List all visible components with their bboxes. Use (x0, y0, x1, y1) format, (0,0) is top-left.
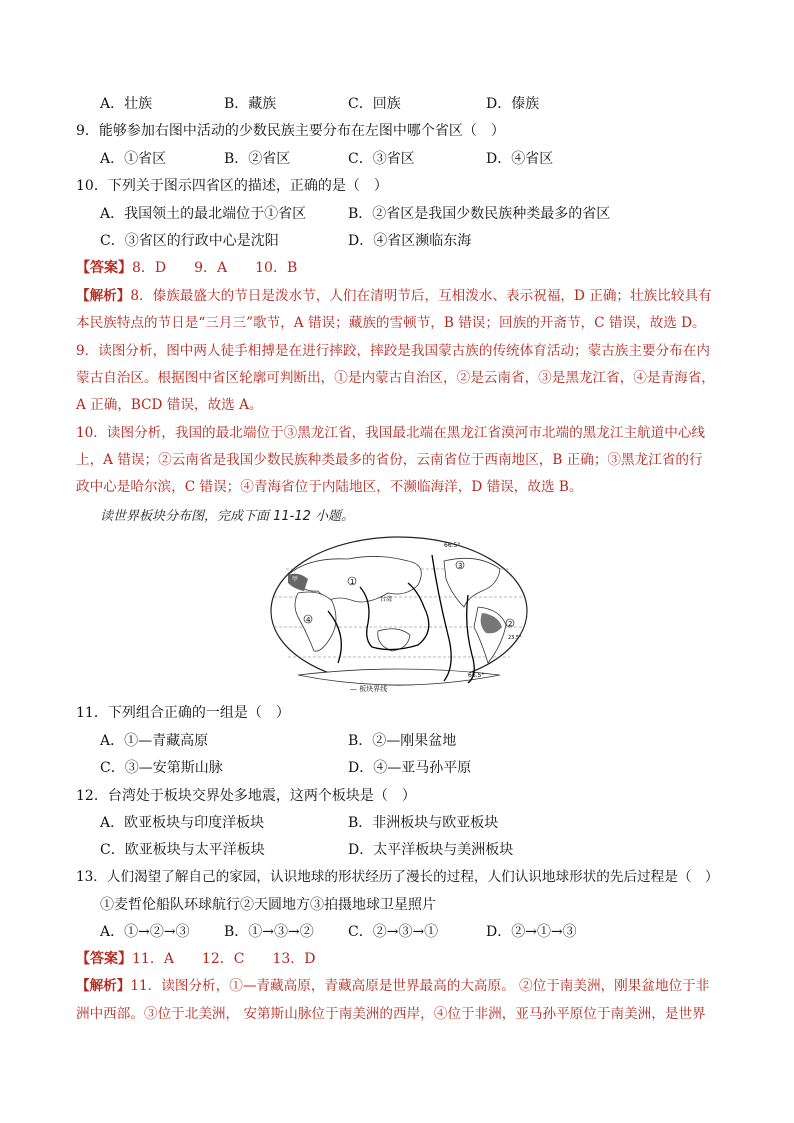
answer-values: 8．D 9．A 10．B (132, 260, 298, 276)
q11-option-d: D．④—亚马孙平原 (348, 760, 472, 776)
analysis-1-line-3: 9．读图分析，图中两人徒手相搏是在进行摔跤，摔跤是我国蒙古族的传统体育活动；蒙古族主要分布在内 (76, 343, 710, 359)
q9-option-b: B．②省区 (224, 151, 291, 167)
marker-2-label: 2 (508, 620, 513, 628)
analysis-1-line-7: 上，A 错误；②云南省是我国少数民族种类最多的省份，云南省位于西南地区，B 正确；③黑龙江省的行 (76, 452, 703, 468)
taiwan-label: 台湾 (380, 596, 393, 603)
analysis-1-line-2: 本民族特点的节日是“三月三”歌节，A 错误；藏族的雪顿节，B 错误；回族的开斋节，C 错误，故选 D。 (76, 315, 706, 331)
analysis-1-line-5: A 正确，BCD 错误，故选 A。 (76, 397, 263, 413)
q12-option-b: B．非洲板块与欧亚板块 (348, 815, 499, 831)
q13-option-b: B．①→③→② (224, 924, 314, 940)
q12-stem: 12．台湾处于板块交界处多地震，这两个板块是（ ） (76, 788, 416, 804)
q9-option-a: A．①省区 (100, 151, 167, 167)
answer-tag: 【答案】 (76, 951, 132, 967)
q12-option-d: D．太平洋板块与美洲板块 (348, 842, 514, 858)
q12-option-c: C．欧亚板块与太平洋板块 (100, 842, 265, 858)
answer-values: 11．A 12．C 13．D (132, 951, 316, 967)
q10-option-a: A．我国领土的最北端位于①省区 (100, 206, 307, 222)
q13-option-a: A．①→②→③ (100, 924, 190, 940)
analysis-1-line-8: 政中心是哈尔滨，C 错误；④青海省位于内陆地区，不濒临海洋，D 错误，故选 B。 (76, 479, 583, 495)
plate-map-svg (268, 535, 530, 695)
answer-tag: 【答案】 (76, 260, 132, 276)
q8-option-a: A．壮族 (100, 96, 153, 112)
tropic-label: 23.5° (508, 635, 522, 641)
world-plate-map (268, 535, 530, 695)
jia-label: 甲 (292, 576, 299, 583)
q10-option-c: C．③省区的行政中心是沈阳 (100, 233, 279, 249)
analysis-1-line-1 (76, 286, 736, 306)
q8-option-b: B．藏族 (224, 96, 277, 112)
q10-option-d: D．④省区濒临东海 (348, 233, 472, 249)
marker-4-label: 4 (306, 616, 311, 624)
answer-block-2 (76, 949, 736, 969)
q11-option-a: A．①—青藏高原 (100, 733, 209, 749)
q13-sub: ①麦哲伦船队环球航行②天圆地方③拍摄地球卫星照片 (100, 897, 436, 913)
analysis-tag: 【解析】 (76, 288, 131, 304)
q11-stem: 11．下列组合正确的一组是（ ） (76, 705, 290, 721)
q9-option-d: D．④省区 (486, 151, 554, 167)
analysis-text: 8．傣族最盛大的节日是泼水节，人们在清明节后，互相泼水、表示祝福，D 正确；壮族比较具有 (130, 288, 712, 304)
lat-south-label: 66.5° (468, 672, 485, 679)
map-legend: — 板块界线 (350, 685, 388, 693)
q13-stem: 13．人们渴望了解自己的家园，认识地球的形状经历了漫长的过程，人们认识地球形状的先后过程是（ ） (76, 869, 719, 885)
q11-option-c: C．③—安第斯山脉 (100, 760, 223, 776)
marker-1-label: 1 (350, 578, 355, 586)
marker-3-label: 3 (458, 562, 463, 570)
analysis-text: 11．读图分析，①—青藏高原，青藏高原是世界最高的大高原。 ②位于南美洲，刚果盆地位于非 (130, 978, 710, 994)
q9-option-c: C．③省区 (348, 151, 415, 167)
q13-option-c: C．②→③→① (348, 924, 439, 940)
q8-option-c: C．回族 (348, 96, 401, 112)
analysis-tag: 【解析】 (76, 978, 131, 994)
q13-option-d: D．②→①→③ (486, 924, 577, 940)
q10-option-b: B．②省区是我国少数民族种类最多的省区 (348, 206, 611, 222)
analysis-2-line-1 (76, 976, 736, 996)
q8-option-d: D．傣族 (486, 96, 540, 112)
map-intro-text: 读世界板块分布图，完成下面 11-12 小题。 (100, 509, 355, 524)
analysis-2-line-2: 洲中西部。③位于北美洲， 安第斯山脉位于南美洲的西岸，④位于非洲，亚马孙平原位于南美洲，是世界 (76, 1006, 706, 1022)
q9-stem: 9．能够参加右图中活动的少数民族主要分布在左图中哪个省区（ ） (76, 123, 505, 139)
analysis-1-line-4: 蒙古自治区。根据图中省区轮廓可判断出，①是内蒙古自治区，②是云南省，③是黑龙江省，④是青海省， (76, 370, 715, 386)
lat-north-label: 66.5° (444, 542, 461, 549)
analysis-1-line-6: 10．读图分析，我国的最北端位于③黑龙江省，我国最北端在黑龙江省漠河市北端的黑龙江主航道中心线 (76, 425, 706, 441)
q12-option-a: A．欧亚板块与印度洋板块 (100, 815, 265, 831)
q11-option-b: B．②—刚果盆地 (348, 733, 457, 749)
answer-block-1 (76, 258, 736, 278)
q10-stem: 10．下列关于图示四省区的描述，正确的是（ ） (76, 178, 388, 194)
